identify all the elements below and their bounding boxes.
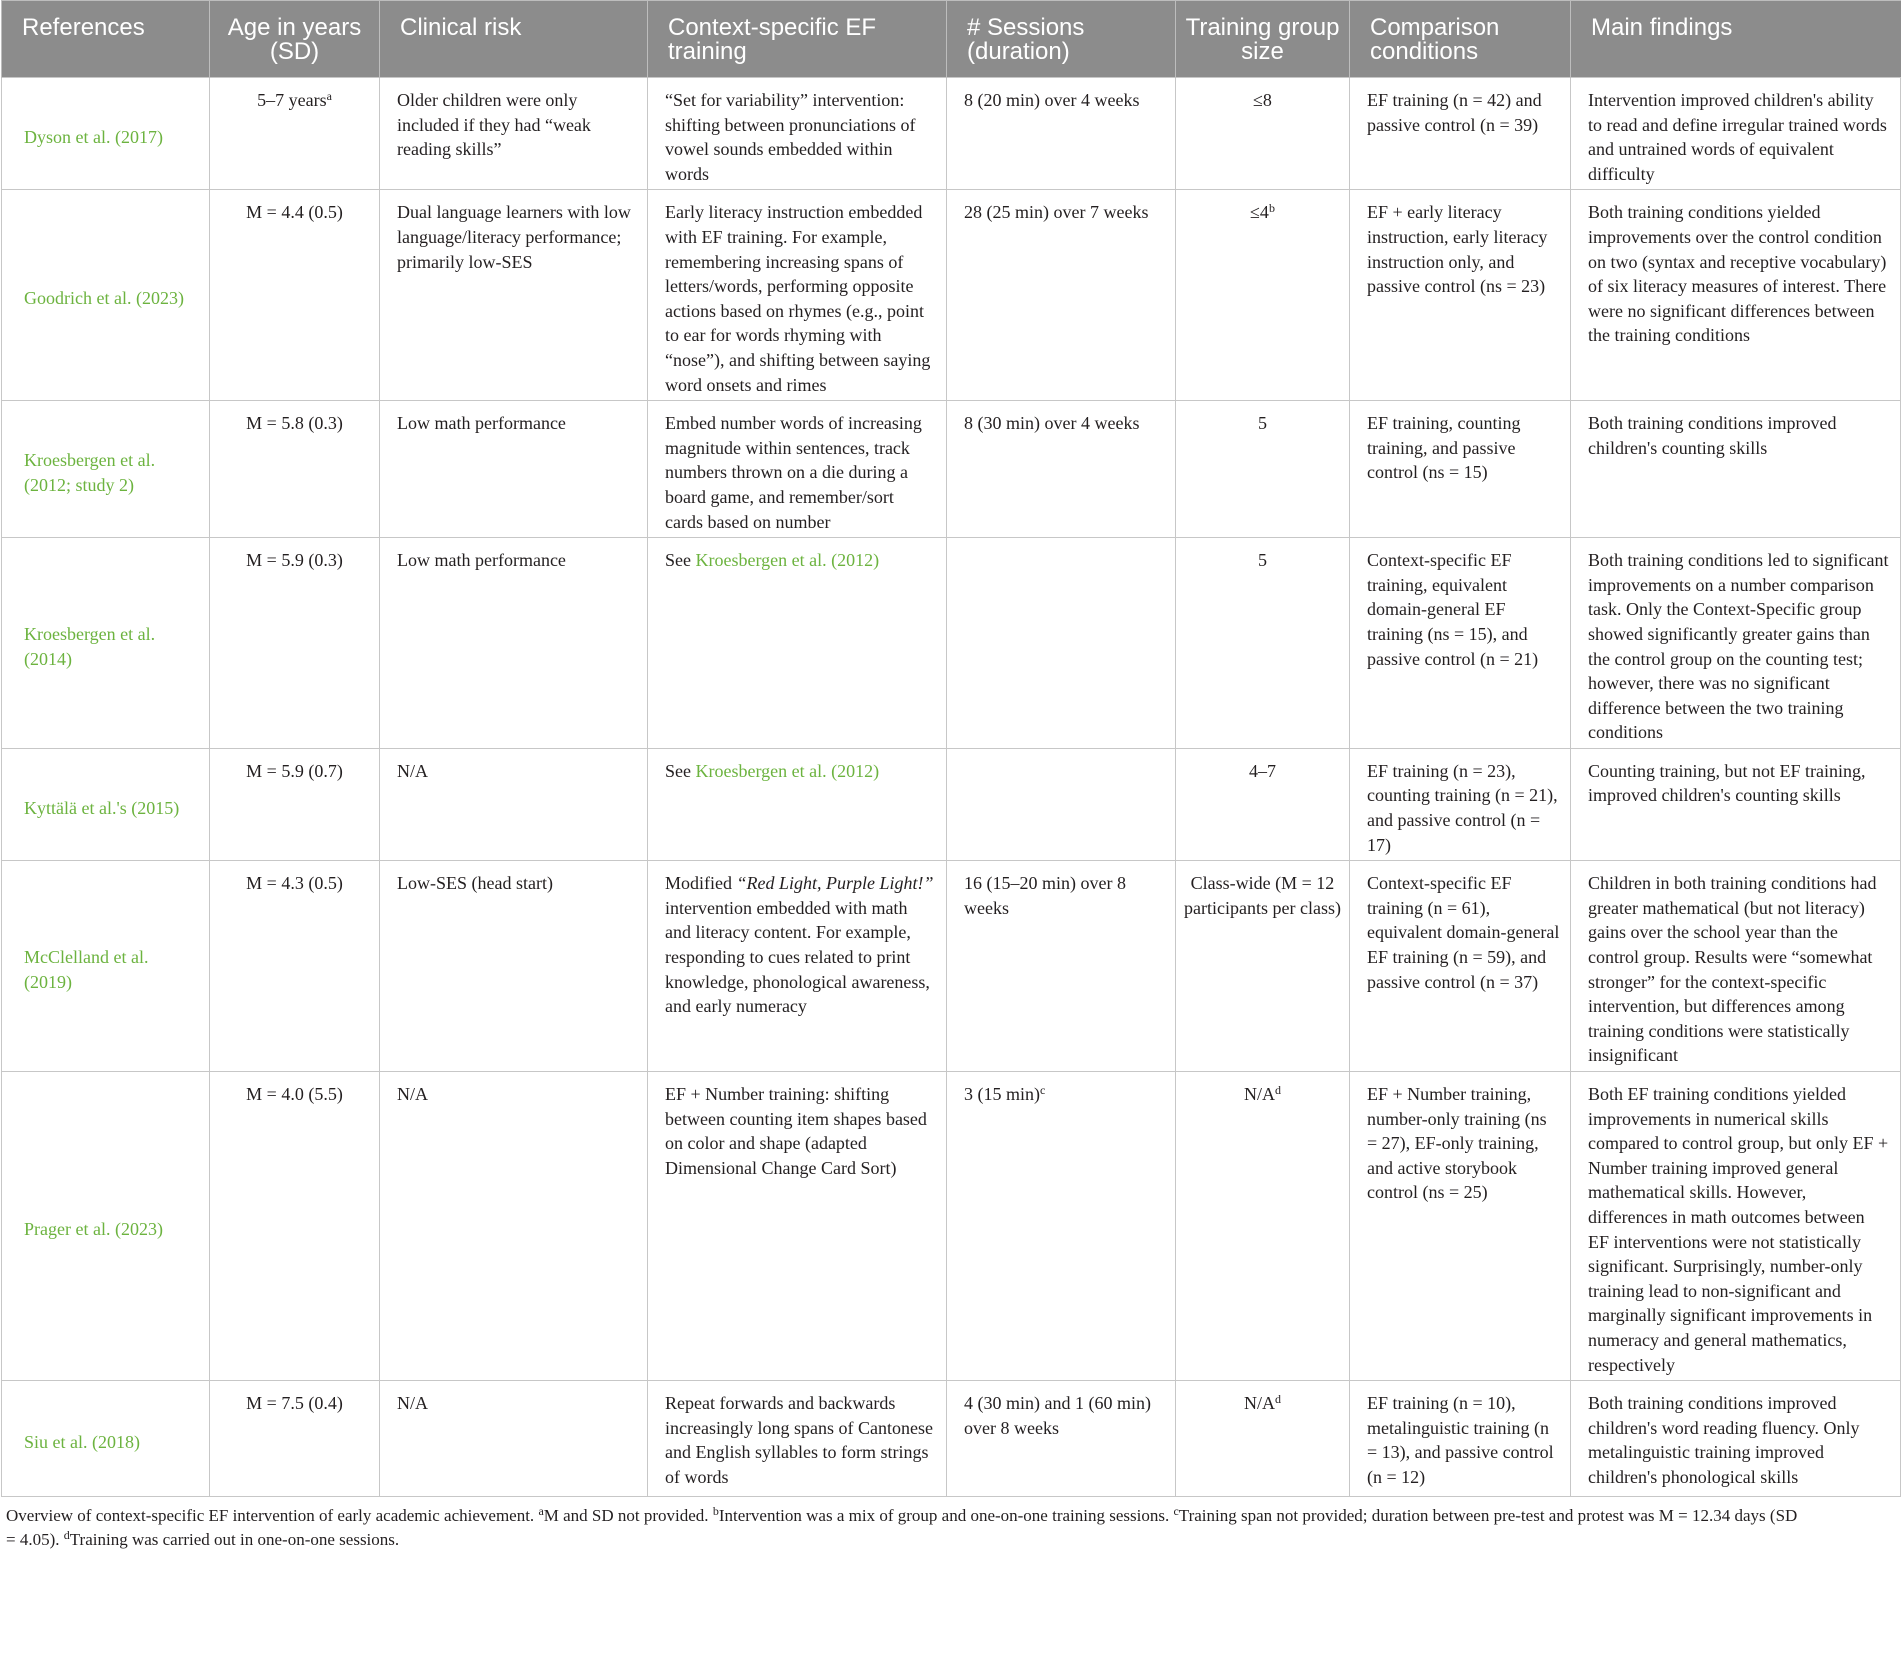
table-row: [2, 1381, 1901, 1497]
findings-cell: Both training conditions led to significant improvements on a number comparison task. Only the Context-Specific group showed significantly greater gains than the control group on the counting test; however, there was no significant difference between the two training conditions: [1571, 538, 1901, 749]
citation-link[interactable]: Kroesbergen et al. (2012): [695, 550, 880, 571]
data-table: [1, 0, 1901, 1497]
reference-link[interactable]: Kyttälä et al.'s (2015): [2, 748, 210, 860]
group-size-cell: 5: [1176, 538, 1350, 749]
table-row: [2, 190, 1901, 401]
age-cell: M = 4.4 (0.5): [210, 190, 380, 401]
footnote-marker: b: [712, 1504, 719, 1519]
group-size-cell: [1176, 190, 1350, 401]
footnote-marker: d: [1275, 1392, 1281, 1407]
group-size-cell: Class-wide (M = 12 participants per class): [1176, 861, 1350, 1072]
risk-cell: Low math performance: [380, 401, 648, 538]
caption-line: [6, 1528, 1891, 1552]
age-cell: M = 4.3 (0.5): [210, 861, 380, 1072]
program-title: “Red Light, Purple Light!”: [736, 873, 934, 894]
footnote-marker: b: [1268, 201, 1275, 216]
risk-cell: Low math performance: [380, 538, 648, 749]
training-cell: [648, 538, 947, 749]
reference-link[interactable]: Kroesbergen et al. (2014): [2, 538, 210, 749]
risk-cell: N/A: [380, 748, 648, 860]
risk-cell: N/A: [380, 1072, 648, 1381]
group-size-cell: ≤8: [1176, 78, 1350, 190]
footnote-c: Training span not provided; duration between pre-test and protest was M = 12.34 days (SD: [1178, 1506, 1798, 1526]
findings-cell: Both training conditions improved children's word reading fluency. Only metalinguistic training improved children's phonological skills: [1571, 1381, 1901, 1497]
risk-cell: N/A: [380, 1381, 648, 1497]
header-sessions: # Sessions (duration): [947, 1, 1176, 78]
comparison-cell: EF + early literacy instruction, early literacy instruction only, and passive control (ns = 23): [1350, 190, 1571, 401]
sessions-cell: 8 (20 min) over 4 weeks: [947, 78, 1176, 190]
training-cell: [648, 748, 947, 860]
table-body: [2, 78, 1901, 1497]
group-size-cell: [1176, 1072, 1350, 1381]
reference-link[interactable]: Dyson et al. (2017): [2, 78, 210, 190]
age-cell: M = 7.5 (0.4): [210, 1381, 380, 1497]
training-cell: Early literacy instruction embedded with EF training. For example, remembering increasing spans of letters/words, performing opposite actions based on rhymes (e.g., point to ear for words rhyming with “nose”), and shifting between saying word onsets and rimes: [648, 190, 947, 401]
findings-cell: Both EF training conditions yielded improvements in numerical skills compared to control group, but only EF + Number training improved general mathematical skills. However, differences in math outcomes between EF interventions were not statistically significant. Surprisingly, number-only training lead to non-significant and marginally significant improvements in numeracy and general mathematics, respectively: [1571, 1072, 1901, 1381]
table-row: [2, 861, 1901, 1072]
footnote-a: M and SD not provided.: [543, 1506, 713, 1526]
footnote-marker: d: [1275, 1083, 1281, 1097]
header-group-size: Training group size: [1176, 1, 1350, 78]
group-size-cell: 5: [1176, 401, 1350, 538]
comparison-cell: EF training (n = 10), metalinguistic training (n = 13), and passive control (n = 12): [1350, 1381, 1571, 1497]
footnote-marker: c: [1040, 1083, 1046, 1097]
training-text: See: [665, 550, 696, 571]
training-text: intervention embedded with math and literacy content. For example, responding to cues related to print knowledge, phonological awareness, and early numeracy: [665, 897, 930, 1017]
findings-cell: Children in both training conditions had greater mathematical (but not literacy) gains over the school year than the control group. Results were “somewhat stronger” for the context-specific intervention, but differences among training conditions were statistically insignificant: [1571, 861, 1901, 1072]
findings-cell: Intervention improved children's ability to read and define irregular trained words and untrained words of equivalent difficulty: [1571, 78, 1901, 190]
sessions-cell: 28 (25 min) over 7 weeks: [947, 190, 1176, 401]
footnote-marker: d: [63, 1528, 70, 1543]
comparison-cell: Context-specific EF training (n = 61), equivalent domain-general EF training (n = 59), and passive control (n = 37): [1350, 861, 1571, 1072]
comparison-cell: EF training (n = 42) and passive control (n = 39): [1350, 78, 1571, 190]
sessions-cell: [947, 748, 1176, 860]
reference-link[interactable]: McClelland et al. (2019): [2, 861, 210, 1072]
training-cell: EF + Number training: shifting between counting item shapes based on color and shape (adapted Dimensional Change Card Sort): [648, 1072, 947, 1381]
group-size-cell: [1176, 1381, 1350, 1497]
training-text: See: [665, 760, 696, 781]
findings-cell: Counting training, but not EF training, improved children's counting skills: [1571, 748, 1901, 860]
group-size-value: N/A: [1244, 1393, 1275, 1414]
table-row: [2, 1072, 1901, 1381]
header-age: Age in years (SD): [210, 1, 380, 78]
footnote-b: Intervention was a mix of group and one-on-one training sessions.: [718, 1506, 1174, 1526]
footnote-marker: a: [538, 1504, 544, 1519]
sessions-cell: 8 (30 min) over 4 weeks: [947, 401, 1176, 538]
age-cell: M = 5.9 (0.7): [210, 748, 380, 860]
header-references: References: [2, 1, 210, 78]
header-clinical-risk: Clinical risk: [380, 1, 648, 78]
sessions-cell: [947, 538, 1176, 749]
sessions-cell: 16 (15–20 min) over 8 weeks: [947, 861, 1176, 1072]
table-row: [2, 538, 1901, 749]
group-size-value: N/A: [1244, 1084, 1275, 1104]
comparison-cell: EF training, counting training, and passive control (ns = 15): [1350, 401, 1571, 538]
training-cell: Embed number words of increasing magnitude within sentences, track numbers thrown on a die during a board game, and remember/sort cards based on number: [648, 401, 947, 538]
age-value: 5–7 years: [257, 90, 327, 110]
header-training: Context-specific EF training: [648, 1, 947, 78]
footnote-marker: a: [326, 89, 332, 103]
table-caption: [0, 1497, 1897, 1552]
risk-cell: Older children were only included if they had “weak reading skills”: [380, 78, 648, 190]
reference-link[interactable]: Goodrich et al. (2023): [2, 190, 210, 401]
caption-line: [6, 1504, 1891, 1528]
age-cell: M = 5.9 (0.3): [210, 538, 380, 749]
sessions-cell: 4 (30 min) and 1 (60 min) over 8 weeks: [947, 1381, 1176, 1497]
age-cell: M = 5.8 (0.3): [210, 401, 380, 538]
group-size-value: ≤4: [1250, 202, 1269, 223]
comparison-cell: EF + Number training, number-only training (ns = 27), EF-only training, and active storybook control (ns = 25): [1350, 1072, 1571, 1381]
table-row: [2, 748, 1901, 860]
risk-cell: Low-SES (head start): [380, 861, 648, 1072]
training-cell: [648, 861, 947, 1072]
findings-cell: Both training conditions improved children's counting skills: [1571, 401, 1901, 538]
reference-link[interactable]: Prager et al. (2023): [2, 1072, 210, 1381]
reference-link[interactable]: Kroesbergen et al. (2012; study 2): [2, 401, 210, 538]
risk-cell: Dual language learners with low language/literacy performance; primarily low-SES: [380, 190, 648, 401]
comparison-cell: Context-specific EF training, equivalent domain-general EF training (ns = 15), and passive control (n = 21): [1350, 538, 1571, 749]
sessions-value: 3 (15 min): [964, 1084, 1040, 1104]
group-size-cell: 4–7: [1176, 748, 1350, 860]
table-row: [2, 78, 1901, 190]
age-cell: [210, 78, 380, 190]
header-findings: Main findings: [1571, 1, 1901, 78]
findings-cell: Both training conditions yielded improvements over the control condition on two (syntax and receptive vocabulary) of six literacy measures of interest. There were no significant differences between the training conditions: [1571, 190, 1901, 401]
comparison-cell: EF training (n = 23), counting training (n = 21), and passive control (n = 17): [1350, 748, 1571, 860]
header-comparison: Comparison conditions: [1350, 1, 1571, 78]
sessions-cell: [947, 1072, 1176, 1381]
footnote-c-cont: = 4.05).: [6, 1530, 64, 1550]
table-row: [2, 401, 1901, 538]
footnote-marker: c: [1173, 1504, 1179, 1519]
table-header: [2, 1, 1901, 78]
training-text: Modified: [665, 873, 737, 894]
training-cell: “Set for variability” intervention: shifting between pronunciations of vowel sounds embedded within words: [648, 78, 947, 190]
citation-link[interactable]: Kroesbergen et al. (2012): [695, 760, 880, 781]
training-cell: Repeat forwards and backwards increasingly long spans of Cantonese and English syllables to form strings of words: [648, 1381, 947, 1497]
caption-lead: Overview of context-specific EF intervention of early academic achievement.: [6, 1506, 539, 1526]
age-cell: M = 4.0 (5.5): [210, 1072, 380, 1381]
footnote-d: Training was carried out in one-on-one sessions.: [69, 1530, 400, 1550]
reference-link[interactable]: Siu et al. (2018): [2, 1381, 210, 1497]
